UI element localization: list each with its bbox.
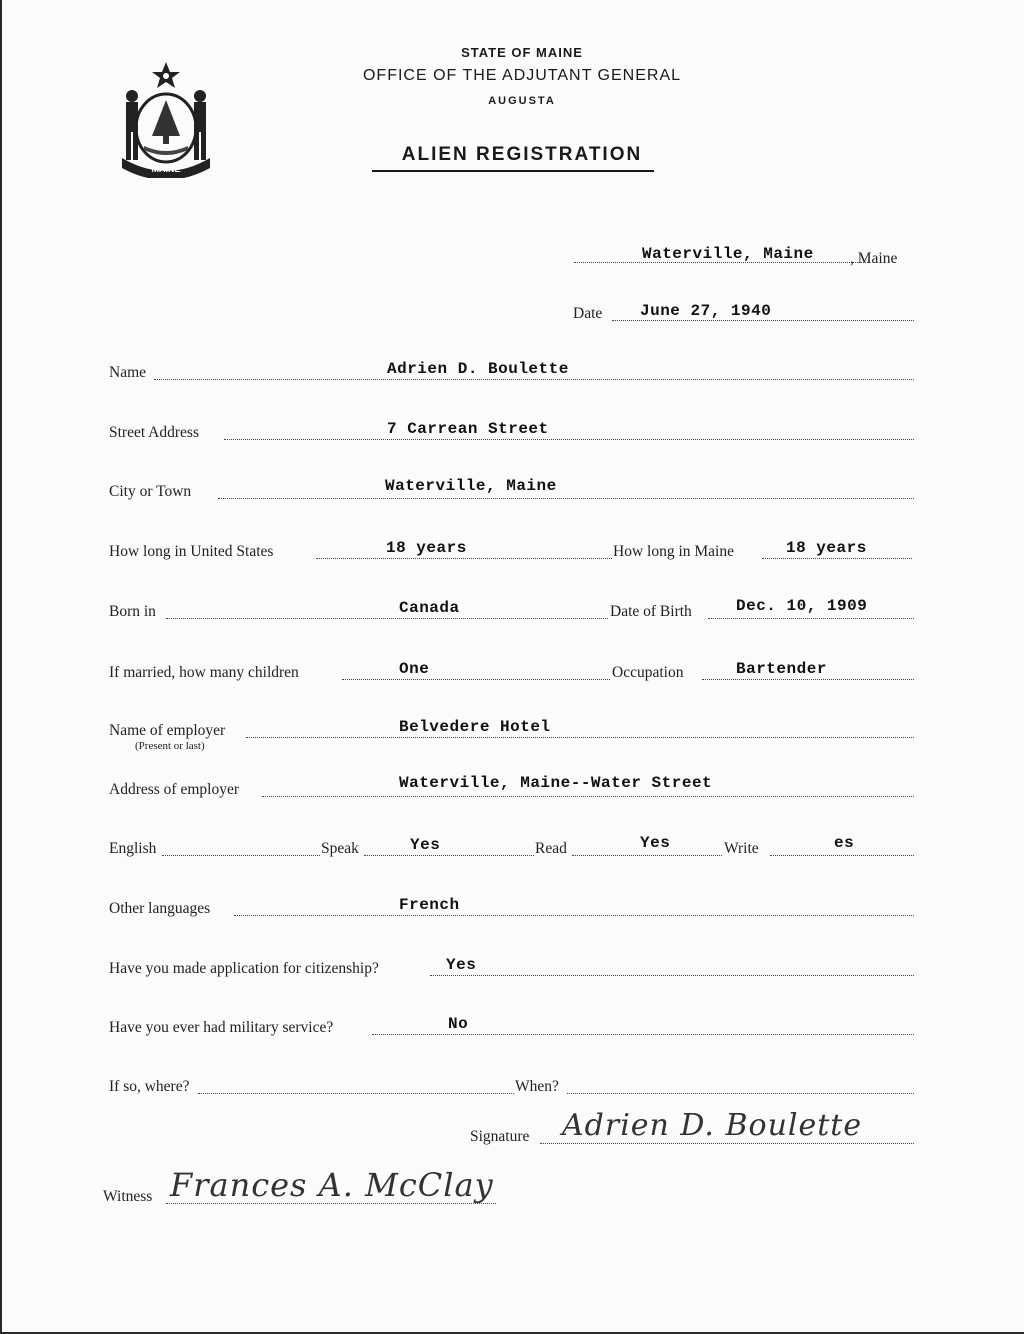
employer-address-label: Address of employer — [109, 781, 239, 798]
children-value: One — [399, 660, 430, 678]
header-city: AUGUSTA — [488, 95, 556, 107]
us-years-value: 18 years — [386, 539, 467, 557]
english-label: English — [109, 840, 157, 857]
maine-years-label: How long in Maine — [613, 543, 734, 560]
military-value: No — [448, 1015, 469, 1033]
military-line — [372, 1034, 914, 1035]
citizenship-label: Have you made application for citizenship? — [109, 960, 379, 977]
place-suffix: , Maine — [850, 250, 898, 267]
street-value: 7 Carrean Street — [387, 420, 549, 438]
write-line — [770, 855, 914, 856]
us-years-line — [316, 558, 612, 559]
city-line — [218, 498, 914, 499]
name-value: Adrien D. Boulette — [387, 360, 569, 378]
when-label: When? — [515, 1078, 559, 1095]
employer-sublabel: (Present or last) — [135, 740, 205, 752]
us-years-label: How long in United States — [109, 543, 274, 560]
svg-text:MAINE: MAINE — [151, 164, 181, 174]
employer-address-line — [262, 796, 914, 797]
children-line — [342, 679, 610, 680]
date-value: June 27, 1940 — [640, 302, 772, 320]
maine-years-line — [762, 558, 912, 559]
employer-line — [246, 737, 914, 738]
name-label: Name — [109, 364, 147, 381]
where-line — [198, 1093, 514, 1094]
maine-state-seal-icon — [114, 58, 218, 178]
citizenship-line — [430, 975, 914, 976]
read-label: Read — [535, 840, 567, 857]
street-label: Street Address — [109, 424, 199, 441]
city-value: Waterville, Maine — [385, 477, 557, 495]
speak-label: Speak — [321, 840, 359, 857]
signature-label: Signature — [470, 1128, 530, 1145]
write-value: es — [834, 834, 855, 852]
occupation-line — [702, 679, 914, 680]
where-label: If so, where? — [109, 1078, 190, 1095]
other-languages-line — [234, 915, 914, 916]
born-in-value: Canada — [399, 599, 460, 617]
header-state: STATE OF MAINE — [461, 45, 583, 60]
occupation-label: Occupation — [612, 664, 684, 681]
speak-line — [364, 855, 534, 856]
title-underline — [372, 170, 654, 172]
citizenship-value: Yes — [446, 956, 477, 974]
english-line — [162, 855, 320, 856]
write-label: Write — [724, 840, 759, 857]
military-label: Have you ever had military service? — [109, 1019, 334, 1036]
dob-line — [708, 618, 914, 619]
street-line — [224, 439, 914, 440]
employer-address-value: Waterville, Maine--Water Street — [399, 774, 713, 792]
other-languages-value: French — [399, 896, 460, 914]
place-value: Waterville, Maine — [642, 245, 814, 263]
born-in-label: Born in — [109, 603, 156, 620]
name-line — [154, 379, 914, 380]
city-label: City or Town — [109, 483, 192, 500]
employer-label: Name of employer — [109, 722, 226, 739]
born-in-line — [166, 618, 608, 619]
date-line — [612, 320, 914, 321]
occupation-value: Bartender — [736, 660, 827, 678]
witness-label: Witness — [103, 1188, 153, 1205]
employer-value: Belvedere Hotel — [399, 718, 551, 736]
form-title: ALIEN REGISTRATION — [401, 144, 643, 165]
when-line — [567, 1093, 914, 1094]
witness-value: Frances A. McClay — [170, 1166, 494, 1204]
header-office: OFFICE OF THE ADJUTANT GENERAL — [362, 67, 682, 84]
dob-label: Date of Birth — [610, 603, 692, 620]
dob-value: Dec. 10, 1909 — [736, 597, 868, 615]
speak-value: Yes — [410, 836, 441, 854]
signature-value: Adrien D. Boulette — [562, 1108, 863, 1143]
children-label: If married, how many children — [109, 664, 299, 681]
maine-years-value: 18 years — [786, 539, 867, 557]
other-languages-label: Other languages — [109, 900, 211, 917]
read-line — [572, 855, 722, 856]
signature-line — [540, 1143, 914, 1144]
read-value: Yes — [640, 834, 671, 852]
date-label: Date — [573, 305, 603, 322]
